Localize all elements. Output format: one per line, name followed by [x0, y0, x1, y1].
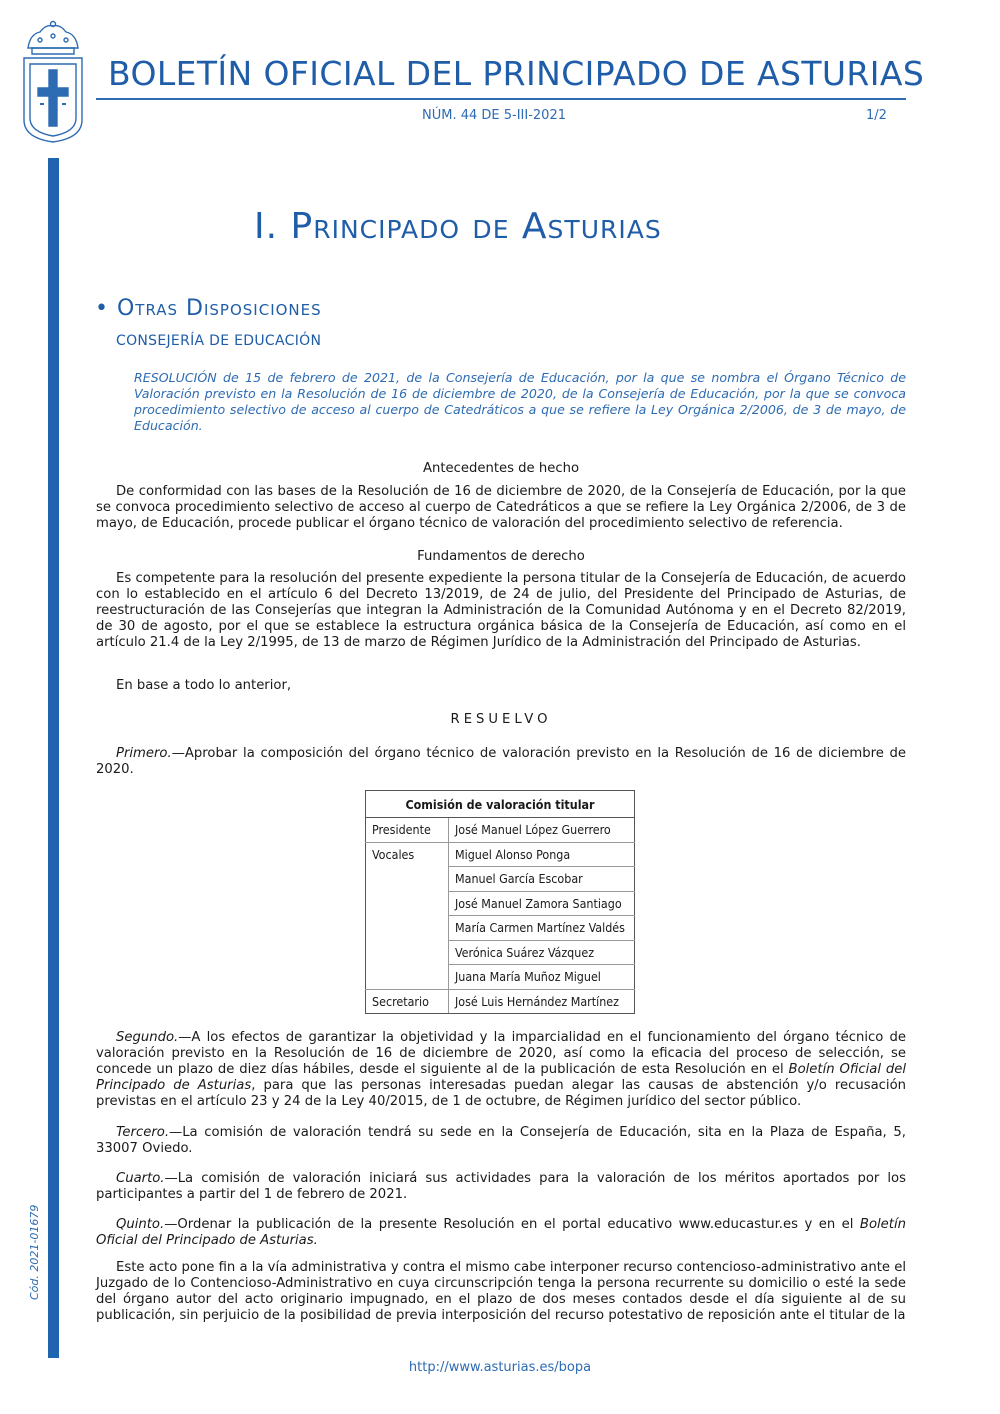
committee-member: Manuel García Escobar: [449, 867, 635, 892]
sidebar-bar: [48, 158, 59, 1358]
table-row: [366, 916, 635, 941]
sub-heading: • Otras Disposiciones: [95, 296, 322, 321]
tercero-text: —La comisión de valoración tendrá su sede en la Consejería de Educación, sita en la Plaza de España, 5, 33007 Oviedo.: [96, 1125, 906, 1156]
segundo-text-b: , para que las personas interesadas puedan alegar las causas de abstención y/o recusación previstas en el artículo 23 y 24 de la Ley 40/2015, de 1 de octubre, de Régimen jurídico del sector público.: [96, 1078, 906, 1109]
quinto-text: —Ordenar la publicación de la presente Resolución en el portal educativo www.educastur.es y en el: [164, 1217, 860, 1232]
coat-of-arms-logo: [20, 20, 86, 144]
committee-member: Miguel Alonso Ponga: [449, 842, 635, 867]
segundo-italic: Boletín Oficial del Principado de Asturias: [96, 1062, 906, 1093]
masthead-title: BOLETÍN OFICIAL DEL PRINCIPADO DE ASTURIAS: [108, 54, 925, 93]
committee-role: [366, 867, 449, 892]
table-row: [366, 867, 635, 892]
antecedentes-title: Antecedentes de hecho: [422, 461, 580, 476]
committee-member: María Carmen Martínez Valdés: [449, 916, 635, 941]
final-block: [96, 1260, 906, 1324]
table-row: [366, 965, 635, 990]
committee-member: Juana María Muñoz Miguel: [449, 965, 635, 990]
antecedentes-text: De conformidad con las bases de la Resolución de 16 de diciembre de 2020, de la Consejería de Educación, por la que se convoca procedimiento selectivo de acceso al cuerpo de Catedráticos a que se refiere la Ley Orgánica 2/2006, de 3 de mayo, de Educación, procede publicar el órgano técnico de valoración del procedimiento selectivo de referencia.: [96, 484, 906, 531]
quinto-block: [96, 1217, 906, 1249]
tercero-block: [96, 1125, 906, 1157]
segundo-text-a: —A los efectos de garantizar la objetividad y la imparcialidad en el funcionamiento del órgano técnico de valoración previsto en la Resolución de 16 de diciembre de 2020, así como la eficacia del proceso de selección, se concede un plazo de diez días hábiles, desde el siguiente al de la publicación de esta Resolución en el: [96, 1030, 906, 1077]
table-row: [366, 940, 635, 965]
committee-role: Vocales: [366, 842, 449, 867]
final-text: Este acto pone fin a la vía administrativa y contra el mismo cabe interponer recurso contencioso-administrativo ante el Juzgado de lo Contencioso-Administrativo en cuya circunscripción tenga la persona recurrente su domicilio o esté la sede del órgano autor del acto originario impugnado, en el plazo de dos meses contados desde el día siguiente al de su publicación, sin perjuicio de la posibilidad de previa interposición del recurso potestativo de reposición ante el titular de la: [96, 1260, 906, 1323]
table-row: [366, 818, 635, 843]
segundo-label: Segundo.: [116, 1030, 179, 1045]
closing-text: En base a todo lo anterior,: [116, 678, 292, 693]
primero-label: Primero.: [116, 746, 172, 761]
fundamentos-text: Es competente para la resolución del presente expediente la persona titular de la Consejería de Educación, de acuerdo con lo establecido en el artículo 6 del Decreto 13/2019, de 24 de julio, del Presidente del Principado de Asturias, de reestructuración de las Consejerías que integran la Administración de la Comunidad Autónoma y en el Decreto 82/2019, de 30 de agosto, por el que se establece la estructura orgánica básica de la Consejería de Educación, así como en el artículo 21.4 de la Ley 2/1995, de 13 de marzo de Régimen Jurídico de la Administración del Principado de Asturias.: [96, 571, 906, 650]
committee-member: José Manuel Zamora Santiago: [449, 891, 635, 916]
antecedentes-body: [96, 484, 906, 532]
committee-role: [366, 891, 449, 916]
fundamentos-title: Fundamentos de derecho: [417, 549, 585, 564]
committee-table: [365, 790, 635, 1014]
committee-member: José Manuel López Guerrero: [449, 818, 635, 843]
resuelvo-heading: RESUELVO: [450, 712, 552, 727]
closing-block: [96, 678, 906, 694]
document-code: Cód. 2021-01679: [28, 1204, 41, 1300]
committee-title: Comisión de valoración titular: [366, 791, 635, 818]
footer-url-link[interactable]: http://www.asturias.es/bopa: [408, 1360, 592, 1375]
quinto-italic: Boletín Oficial del Principado de Asturias.: [96, 1217, 906, 1248]
resolution-summary: RESOLUCIÓN de 15 de febrero de 2021, de la Consejería de Educación, por la que se nombra el Órgano Técnico de Valoración previsto en la Resolución de 16 de diciembre de 2020, de la Consejería de Educación, por la que se convoca procedimiento selectivo de acceso al cuerpo de Catedráticos a que se refiere la Ley Orgánica 2/2006, de 3 de mayo, de Educación.: [134, 370, 906, 433]
quinto-label: Quinto.: [116, 1217, 165, 1232]
fundamentos-body: [96, 571, 906, 651]
committee-role: Presidente: [366, 818, 449, 843]
table-row: [366, 989, 635, 1014]
committee-role: [366, 940, 449, 965]
primero-text: —Aprobar la composición del órgano técnico de valoración previsto en la Resolución de 16 de diciembre de 2020.: [96, 746, 906, 777]
committee-role: [366, 916, 449, 941]
table-row: [366, 891, 635, 916]
committee-member: Verónica Suárez Vázquez: [449, 940, 635, 965]
committee-role: Secretario: [366, 989, 449, 1014]
tercero-label: Tercero.: [116, 1125, 170, 1140]
cuarto-block: [96, 1171, 906, 1203]
cuarto-label: Cuarto.: [116, 1171, 165, 1186]
masthead-rule: [96, 98, 906, 100]
issue-number: NÚM. 44 DE 5-III-2021: [422, 108, 566, 123]
primero-block: [96, 746, 906, 778]
segundo-block: [96, 1030, 906, 1110]
committee-role: [366, 965, 449, 990]
department-name: CONSEJERÍA DE EDUCACIÓN: [116, 333, 322, 349]
page-number: 1/2: [866, 108, 887, 123]
table-row: [366, 842, 635, 867]
cuarto-text: —La comisión de valoración iniciará sus actividades para la valoración de los méritos aportados por los participantes a partir del 1 de febrero de 2021.: [96, 1171, 906, 1202]
committee-member: José Luis Hernández Martínez: [449, 989, 635, 1014]
section-heading: I. Principado de Asturias: [254, 206, 662, 247]
